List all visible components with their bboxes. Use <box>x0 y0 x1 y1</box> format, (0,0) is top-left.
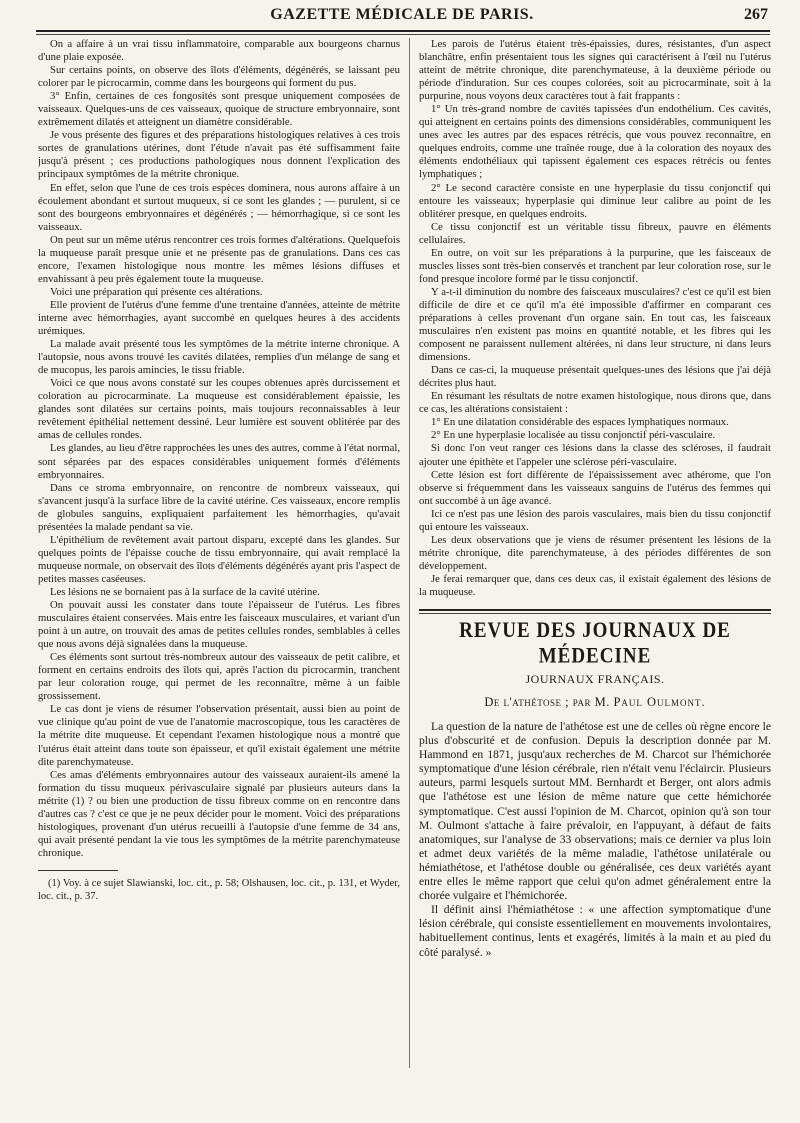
paragraph: 2° En une hyperplasie localisée au tissu conjonctif péri-vasculaire. <box>431 429 716 442</box>
footnote-rule <box>38 870 118 871</box>
header-rule <box>36 30 770 32</box>
paragraph: Voici une préparation qui présente ces altérations. <box>50 285 263 298</box>
paragraph: Les parois de l'utérus étaient très-épaissies, dures, résistantes, d'un aspect blanchâtre, enfin présentaient tous les signes qui caractérisent à l'œil nu l'utérus atteint de métrite chronique, dite parenchymateuse, à la deuxième période ou période d'induration. Sur ces coupes colorées, soit au picrocarminate, soit à la purpurine, nous voyons deux caractères tout à fait frappants : <box>419 38 771 103</box>
article-author: Paul Oulmont. <box>613 695 706 710</box>
paragraph: Le cas dont je viens de résumer l'observation présentait, aussi bien au point de vue clinique qu'au point de vue de l'anatomie macroscopique, tous les caractères de la métrite dite muqueuse. Et cependant l'examen histologique nous a montré que l'utérus était atteint dans toute son épaisseur, et qu'il existait également une métrite dite parenchymateuse. <box>38 703 400 768</box>
running-title: GAZETTE MÉDICALE DE PARIS. <box>270 6 534 23</box>
left-column <box>38 38 400 1058</box>
journal-review-section <box>419 609 771 960</box>
paragraph: Les deux observations que je viens de résumer présentent les lésions de la métrite chronique, dite parenchymateuse, à des périodes différentes de son développement. <box>419 533 771 572</box>
section-subtitle: JOURNAUX FRANÇAIS. <box>525 672 665 687</box>
paragraph: Les glandes, au lieu d'être rapprochées les unes des autres, comme à l'état normal, sont séparées par des espaces considérables uniquement formés d'éléments embryonnaires. <box>38 442 400 481</box>
paragraph: Cette lésion est fort différente de l'épaississement avec athérome, que l'on observe si fréquemment dans les vaisseaux sanguins de l'utérus des femmes qui ont succombé à un âge avancé. <box>419 468 771 507</box>
header-rule-thin <box>36 34 770 35</box>
paragraph: Voici ce que nous avons constaté sur les coupes obtenues après durcissement et coloration au picrocarminate. La muqueuse est considérablement épaissie, les glandes sont dilatées sur certains points, mais toujours reconnaissables à leur revêtement épithélial nettement dessiné. Leur lumière est souvent oblitérée par des amas de cellules rondes. <box>38 377 400 442</box>
paragraph: Y a-t-il diminution du nombre des faisceaux musculaires? c'est ce qu'il est bien difficile de dire et ce qu'il m'a été impossible d'affirmer en comparant ces préparations à celles provenant d'un organe sain. En tout cas, les faisceaux musculaires n'en existent pas moins en quantité notable, et les fibres qui les composent ne paraissent nullement altérées, ni dans leur structure, ni dans leurs dimensions. <box>419 285 771 364</box>
right-column <box>419 38 771 1078</box>
paragraph: La malade avait présenté tous les symptômes de la métrite interne chronique. A l'autopsie, nous avons trouvé les cavités dilatées, remplies d'un mélange de sang et de mucopus, les parois amincies, le tissu friable. <box>38 338 400 377</box>
paragraph: 1° Un très-grand nombre de cavités tapissées d'un endothélium. Ces cavités, qui atteignent en certains points des dimensions considérables, communiquent les unes avec les autres par des espaces rétrécis, que vous pouvez reconnaître, en quelques endroits, comme une traînée rouge, due à la coloration des noyaux des éléments endothéliaux qui tapissent également ces espaces rétrécis ou fentes lymphatiques ; <box>419 103 771 181</box>
paragraph: Dans ce stroma embryonnaire, on rencontre de nombreux vaisseaux, qui s'avancent jusqu'à la surface libre de la cavité utérine. Ces vaisseaux, encore remplis de globules sanguins, expliquaient parfaitement les hémorrhagies, qu'avait présentées la malade pendant sa vie. <box>38 481 400 533</box>
page-number: 267 <box>744 6 768 23</box>
paragraph: On pouvait aussi les constater dans toute l'épaisseur de l'utérus. Les fibres musculaires étaient conservées. Mais entre les faisceaux musculaires, et variant d'un point à un autre, on trouvait des amas de petites cellules rondes, semblables à celles que nous avons déjà signalées dans la muqueuse. <box>38 599 400 651</box>
paragraph: Si donc l'on veut ranger ces lésions dans la classe des scléroses, il faudrait ajouter une épithète et l'appeler une sclérose péri-vasculaire. <box>419 442 771 468</box>
paragraph: En outre, on voit sur les préparations à la purpurine, que les faisceaux de muscles lisses sont très-bien conservés et tranchent par leur coloration rose, sur le fond presque incolore formé par le tissu conjonctif. <box>419 246 771 285</box>
footnote: (1) Voy. à ce sujet Slawianski, loc. cit., p. 58; Olshausen, loc. cit., p. 131, et Wyder, loc. cit., p. 37. <box>38 877 400 903</box>
paragraph: Je ferai remarquer que, dans ces deux cas, il existait également des lésions de la muqueuse. <box>419 572 771 598</box>
paragraph: Ce tissu conjonctif est un véritable tissu fibreux, pauvre en éléments cellulaires. <box>419 220 771 246</box>
paragraph: Sur certains points, on observe des îlots d'éléments, dégénérés, se laissant peu colorer par le picrocarmin, comme dans les bourgeons qui forment du pus. <box>38 64 400 90</box>
paragraph: Les lésions ne se bornaient pas à la surface de la cavité utérine. <box>50 585 320 598</box>
paragraph: 1° En une dilatation considérable des espaces lymphatiques normaux. <box>431 416 729 429</box>
paragraph: Dans ce cas-ci, la muqueuse présentait quelques-unes des lésions que j'ai déjà décrites plus haut. <box>419 364 771 390</box>
paragraph: Je vous présente des figures et des préparations histologiques relatives à ces trois sortes de granulations utérines, dont l'étude n'avait pas été suffisamment faite jusqu'à présent ; ces productions pathologiques nous donnent l'explication des principaux symptômes de la métrite chronique. <box>38 129 400 181</box>
paragraph: La question de la nature de l'athétose est une de celles où règne encore le plus d'obscurité et de confusion. Depuis la description donnée par M. Hammond en 1871, jusqu'aux recherches de M. Charcot sur l'hémichorée symptomatique d'une lésion cérébrale, rien n'était venu l'éclaircir. Plusieurs auteurs, parmi lesquels surtout MM. Bernhardt et Berger, ont alors admis que l'athétose est une lésion de même nature que cette hémichorée symptomatique. C'est aussi l'opinion de M. Charcot, opinion qu'à son tour M. Oulmont s'attache à faire prévaloir, en l'appuyant, à défaut de faits anatomiques, sur l'analyse de 33 observations; mais ce dernier va plus loin et admet deux variétés de la même maladie, l'athétose unilatérale ou hémiathétose, et l'athétose double ou généralisée, ces deux variétés ayant entre elles le même rapport que celui qu'on admet généralement entre la chorée vulgaire et l'hémichorée. <box>419 720 771 903</box>
section-rule-thin <box>419 613 771 614</box>
section-title: REVUE DES JOURNAUX DE MÉDECINE <box>459 618 731 669</box>
paragraph: Ici ce n'est pas une lésion des parois vasculaires, mais bien du tissu conjonctif qui entoure les vaisseaux. <box>419 507 771 533</box>
paragraph: On peut sur un même utérus rencontrer ces trois formes d'altérations. Quelquefois la muqueuse paraît presque unie et ne présente pas de granulations. Dans ces cas encore, l'examen histologique nous montre les mêmes lésions diffuses et envahissant à peu près également toute la muqueuse. <box>38 233 400 285</box>
paragraph: L'épithélium de revêtement avait partout disparu, excepté dans les glandes. Sur quelques points de l'épaisse couche de tissu embryonnaire, qui avait remplacé la muqueuse normale, on observait des îlots d'éléments dégénérés ayant pris l'aspect de petites masses caséeuses. <box>38 533 400 585</box>
article-heading <box>419 695 771 710</box>
paragraph: En effet, selon que l'une de ces trois espèces dominera, nous aurons affaire à un écoulement abondant et surtout muqueux, si ce sont les glandes ; — purulent, si ce sont des bourgeons embryonnaires et dégénérés ; — hémorrhagique, si ce sont les vaisseaux. <box>38 181 400 233</box>
paragraph: 3° Enfin, certaines de ces fongosités sont presque uniquement composées de vaisseaux. Quelques-uns de ces vaisseaux, quoique de structure embryonnaire, sont extrêmement dilatés et atteignent un diamètre considérable. <box>38 90 400 129</box>
section-rule <box>419 609 771 611</box>
page-header <box>36 6 768 30</box>
paragraph: En résumant les résultats de notre examen histologique, nous dirons que, dans ce cas, les altérations consistaient : <box>419 390 771 416</box>
paragraph: 2° Le second caractère consiste en une hyperplasie du tissu conjonctif qui entoure les vaisseaux; hyperplasie qui diminue leur calibre au point de les oblitérer presque, en quelques endroits. <box>419 181 771 220</box>
article-title: De l'athétose ; par M. <box>484 695 610 710</box>
column-divider <box>409 38 410 1068</box>
paragraph: On a affaire à un vrai tissu inflammatoire, comparable aux bourgeons charnus d'une plaie exposée. <box>38 38 400 64</box>
paragraph: Il définit ainsi l'hémiathétose : « une affection symptomatique d'une lésion cérébrale, qui consiste essentiellement en mouvements involontaires, habituellement continus, lents et exagérés, limités à la main et au pied du côté paralysé. » <box>419 903 771 959</box>
paragraph: Ces amas d'éléments embryonnaires autour des vaisseaux auraient-ils amené la formation du tissu muqueux périvasculaire signalé par plusieurs auteurs dans la métrite (1) ? ou bien une production de tissu fibreux comme on en rencontre dans d'autres cas ? c'est ce que je ne peux décider pour le moment. Voici des préparations histologiques, provenant d'un utérus recueilli à l'autopsie d'une femme de 34 ans, qui avait présenté pendant la vie tous les symptômes de la métrite parenchymateuse chronique. <box>38 768 400 859</box>
paragraph: Ces éléments sont surtout très-nombreux autour des vaisseaux de petit calibre, et forment en certains endroits des îlots qui, après l'action du picrocarmin, tranchent par leur coloration rouge, qui permet de les reconnaître, même à un faible grossissement. <box>38 651 400 703</box>
paragraph: Elle provient de l'utérus d'une femme d'une trentaine d'années, atteinte de métrite interne avec hémorrhagies, ayant succombé en quelques heures à des accidents urémiques. <box>38 298 400 338</box>
